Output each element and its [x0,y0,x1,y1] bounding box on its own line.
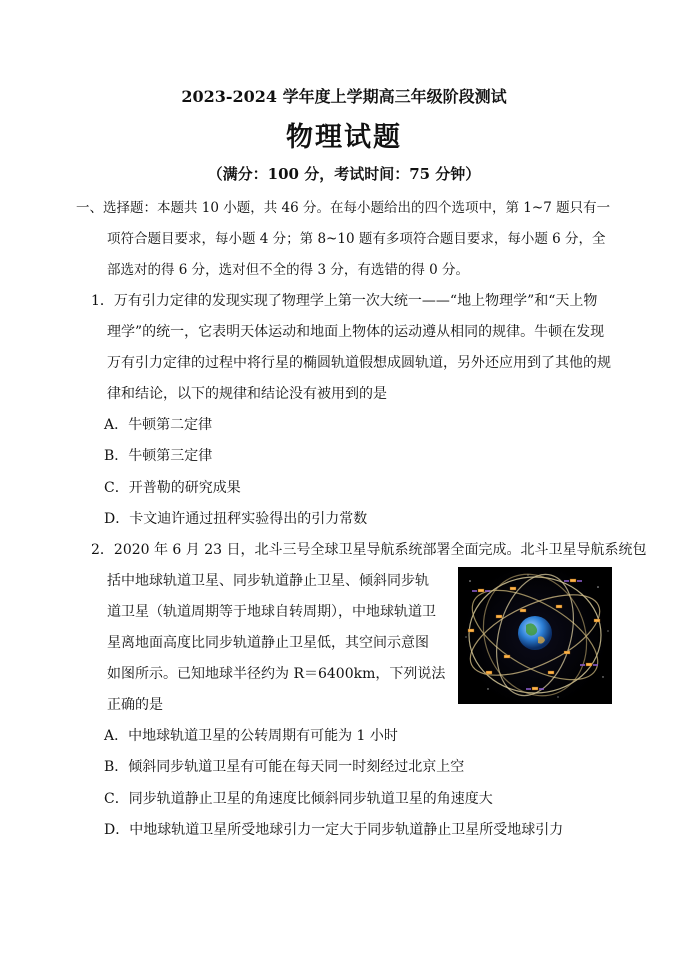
question-1-text: 万有引力定律的过程中将行星的椭圆轨道假想成圆轨道，另外还应用到了其他的规 [107,355,611,371]
question-2-text: 正确的是 [107,697,163,713]
question-2-option-a: A．中地球轨道卫星的公转周期有可能为 1 小时 [104,728,398,744]
section-instruction-line: 一、选择题：本题共 10 小题，共 46 分。在每小题给出的四个选项中，第 1~7 题只有一 [76,200,611,216]
question-2-option-c: C．同步轨道静止卫星的角速度比倾斜同步轨道卫星的角速度大 [104,791,493,807]
question-2-option-b: B．倾斜同步轨道卫星有可能在每天同一时刻经过北京上空 [104,759,465,775]
question-2-text: 括中地球轨道卫星、同步轨道静止卫星、倾斜同步轨 [107,573,429,589]
question-1-text: 理学”的统一，它表明天体运动和地面上物体的运动遵从相同的规律。牛顿在发现 [107,324,605,340]
exam-subtitle: 2023-2024 学年度上学期高三年级阶段测试 [181,87,507,106]
question-1-text: 1．万有引力定律的发现实现了物理学上第一次大统一——“地上物理学”和“天上物 [91,293,598,309]
question-1-text: 律和结论，以下的规律和结论没有被用到的是 [107,386,387,402]
question-1-option-b: B．牛顿第三定律 [104,448,213,464]
section-instruction-line: 项符合题目要求，每小题 4 分；第 8~10 题有多项符合题目要求，每小题 6 分，全 [107,231,606,247]
question-1-option-c: C．开普勒的研究成果 [104,480,241,496]
exam-title: 物理试题 [286,122,402,153]
question-2-text: 如图所示。已知地球半径约为 R＝6400km，下列说法 [107,666,446,682]
satellite-orbit-image [458,567,612,704]
question-2-option-d: D．中地球轨道卫星所受地球引力一定大于同步轨道静止卫星所受地球引力 [104,822,564,838]
question-2-text: 2．2020 年 6 月 23 日，北斗三号全球卫星导航系统部署全面完成。北斗卫星导航系统包 [91,542,647,558]
question-2-text: 道卫星（轨道周期等于地球自转周期），中地球轨道卫 [107,604,436,620]
exam-note: （满分：100 分，考试时间：75 分钟） [207,165,481,183]
question-2-text: 星离地面高度比同步轨道静止卫星低，其空间示意图 [107,635,429,651]
section-instruction-line: 部选对的得 6 分，选对但不全的得 3 分，有选错的得 0 分。 [107,262,470,278]
question-1-option-a: A．牛顿第二定律 [104,417,213,433]
question-1-option-d: D．卡文迪许通过扭秤实验得出的引力常数 [104,511,368,527]
